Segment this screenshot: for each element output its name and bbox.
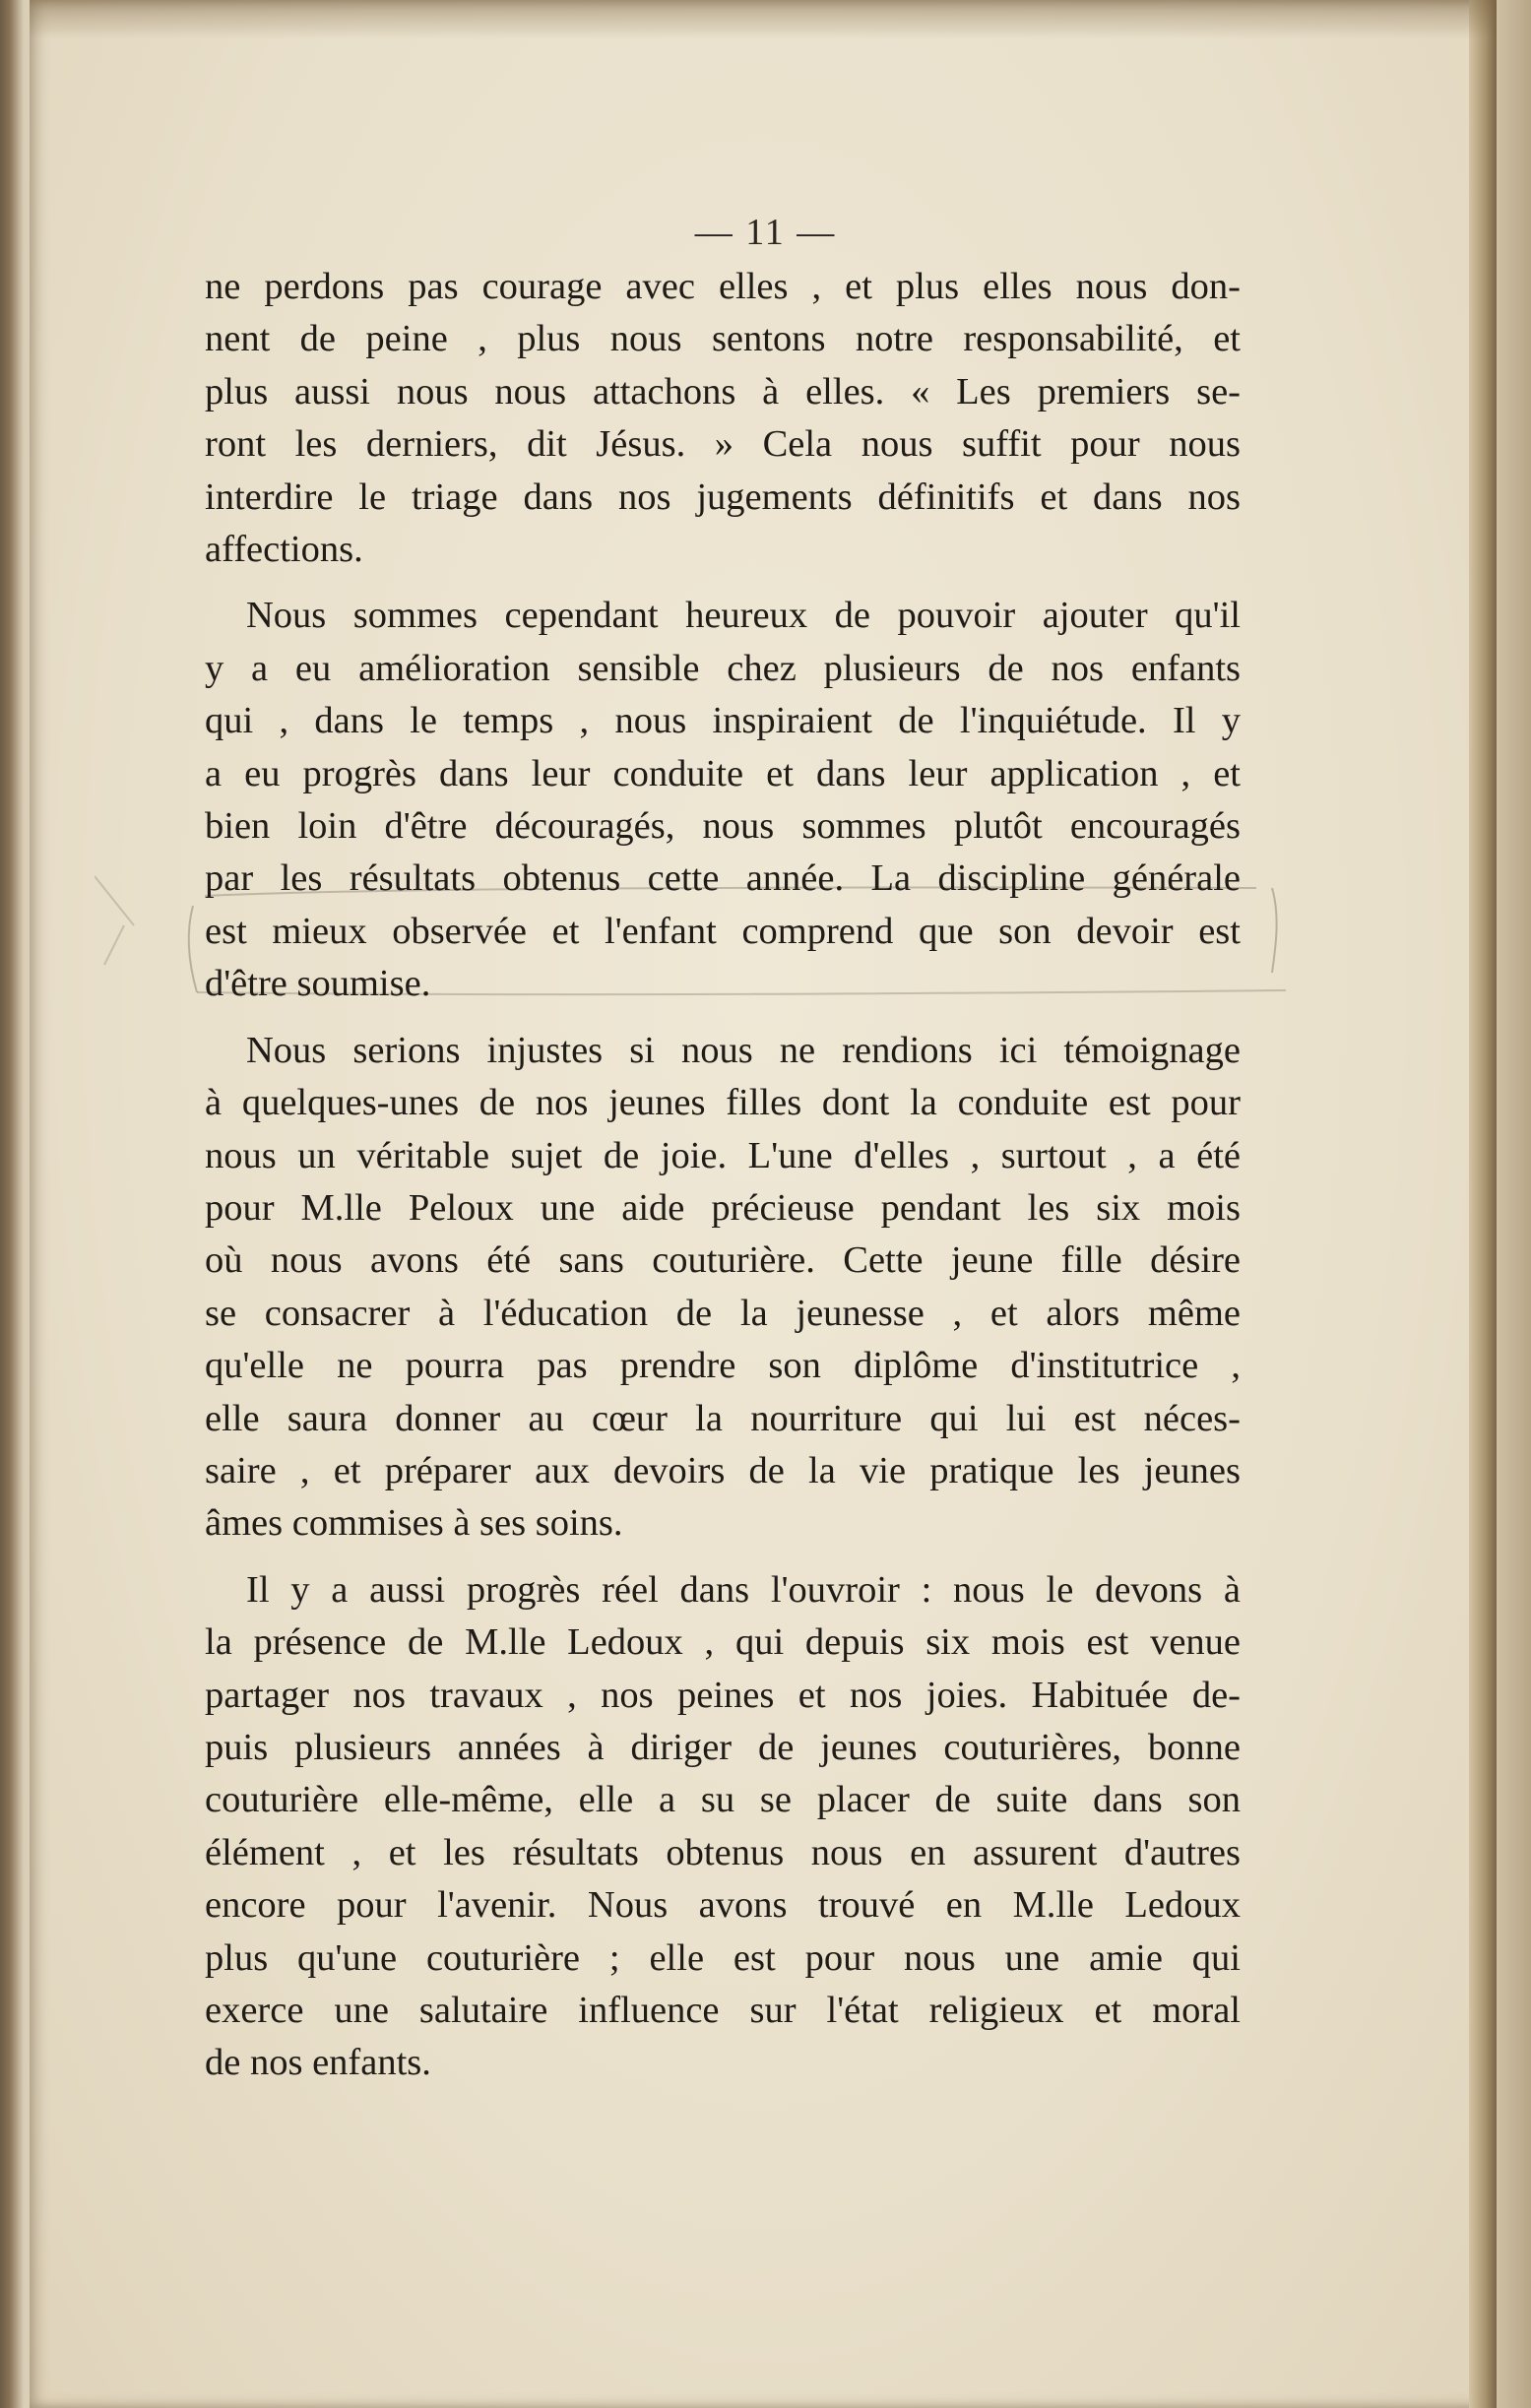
text-line: Il y a aussi progrès réel dans l'ouvroir : nous le devons à bbox=[246, 1568, 1241, 1611]
text-line: partager nos travaux , nos peines et nos joies. Habituée de- bbox=[205, 1674, 1241, 1716]
text-line: où nous avons été sans couturière. Cette jeune fille désire bbox=[205, 1239, 1241, 1282]
text-line: est mieux observée et l'enfant comprend que son devoir est bbox=[205, 910, 1241, 952]
text-line: plus qu'une couturière ; elle est pour nous une amie qui bbox=[205, 1936, 1241, 1979]
text-line: ne perdons pas courage avec elles , et plus elles nous don- bbox=[205, 266, 1241, 307]
body-text bbox=[205, 261, 1241, 2104]
text-line: nent de peine , plus nous sentons notre responsabilité, et bbox=[205, 318, 1241, 360]
text-line: a eu progrès dans leur conduite et dans leur application , et bbox=[205, 752, 1241, 794]
text-line: pour M.lle Peloux une aide précieuse pendant les six mois bbox=[205, 1186, 1241, 1229]
text-line: se consacrer à l'éducation de la jeunesse , et alors même bbox=[205, 1292, 1241, 1334]
text-line: Nous serions injustes si nous ne rendions ici témoignage bbox=[246, 1029, 1241, 1071]
paragraph-4 bbox=[205, 1564, 1241, 2090]
text-line: couturière elle-même, elle a su se placer de suite dans son bbox=[205, 1779, 1241, 1821]
paragraph-3 bbox=[205, 1025, 1241, 1551]
text-line: puis plusieurs années à diriger de jeunes couturières, bonne bbox=[205, 1726, 1241, 1768]
paragraph-1 bbox=[205, 261, 1241, 576]
text-line: interdire le triage dans nos jugements définitifs et dans nos bbox=[205, 475, 1241, 518]
page-number: — 11 — bbox=[694, 212, 837, 253]
text-line: qui , dans le temps , nous inspiraient de l'inquiétude. Il y bbox=[205, 700, 1241, 742]
text-line: la présence de M.lle Ledoux , qui depuis six mois est venue bbox=[205, 1621, 1241, 1664]
text-line: ront les derniers, dit Jésus. » Cela nous suffit pour nous bbox=[205, 423, 1241, 466]
text-line: de nos enfants. bbox=[205, 2042, 431, 2084]
text-line: qu'elle ne pourra pas prendre son diplôme d'institutrice , bbox=[205, 1345, 1241, 1387]
text-line: âmes commises à ses soins. bbox=[205, 1502, 623, 1545]
text-line: par les résultats obtenus cette année. La discipline générale bbox=[205, 857, 1241, 900]
text-line: Nous sommes cependant heureux de pouvoir ajouter qu'il bbox=[246, 595, 1241, 637]
text-line: affections. bbox=[205, 529, 363, 571]
text-line: à quelques-unes de nos jeunes filles dont la conduite est pour bbox=[205, 1082, 1241, 1124]
text-line: bien loin d'être découragés, nous sommes plutôt encouragés bbox=[205, 805, 1241, 848]
text-line: y a eu amélioration sensible chez plusieurs de nos enfants bbox=[205, 647, 1241, 689]
text-line: encore pour l'avenir. Nous avons trouvé en M.lle Ledoux bbox=[205, 1884, 1241, 1927]
page-edge bbox=[1469, 0, 1497, 2408]
text-line: plus aussi nous nous attachons à elles. « Les premiers se- bbox=[205, 370, 1241, 412]
top-shadow bbox=[30, 0, 1497, 39]
text-line: nous un véritable sujet de joie. L'une d'elles , surtout , a été bbox=[205, 1134, 1241, 1176]
paragraph-2 bbox=[205, 590, 1241, 1010]
text-line: exerce une salutaire influence sur l'état religieux et moral bbox=[205, 1990, 1241, 2031]
text-line: elle saura donner au cœur la nourriture qui lui est néces- bbox=[205, 1397, 1241, 1439]
text-line: élément , et les résultats obtenus nous en assurent d'autres bbox=[205, 1831, 1241, 1873]
text-line: saire , et préparer aux devoirs de la vie pratique les jeunes bbox=[205, 1449, 1241, 1491]
text-line: d'être soumise. bbox=[205, 963, 431, 1005]
